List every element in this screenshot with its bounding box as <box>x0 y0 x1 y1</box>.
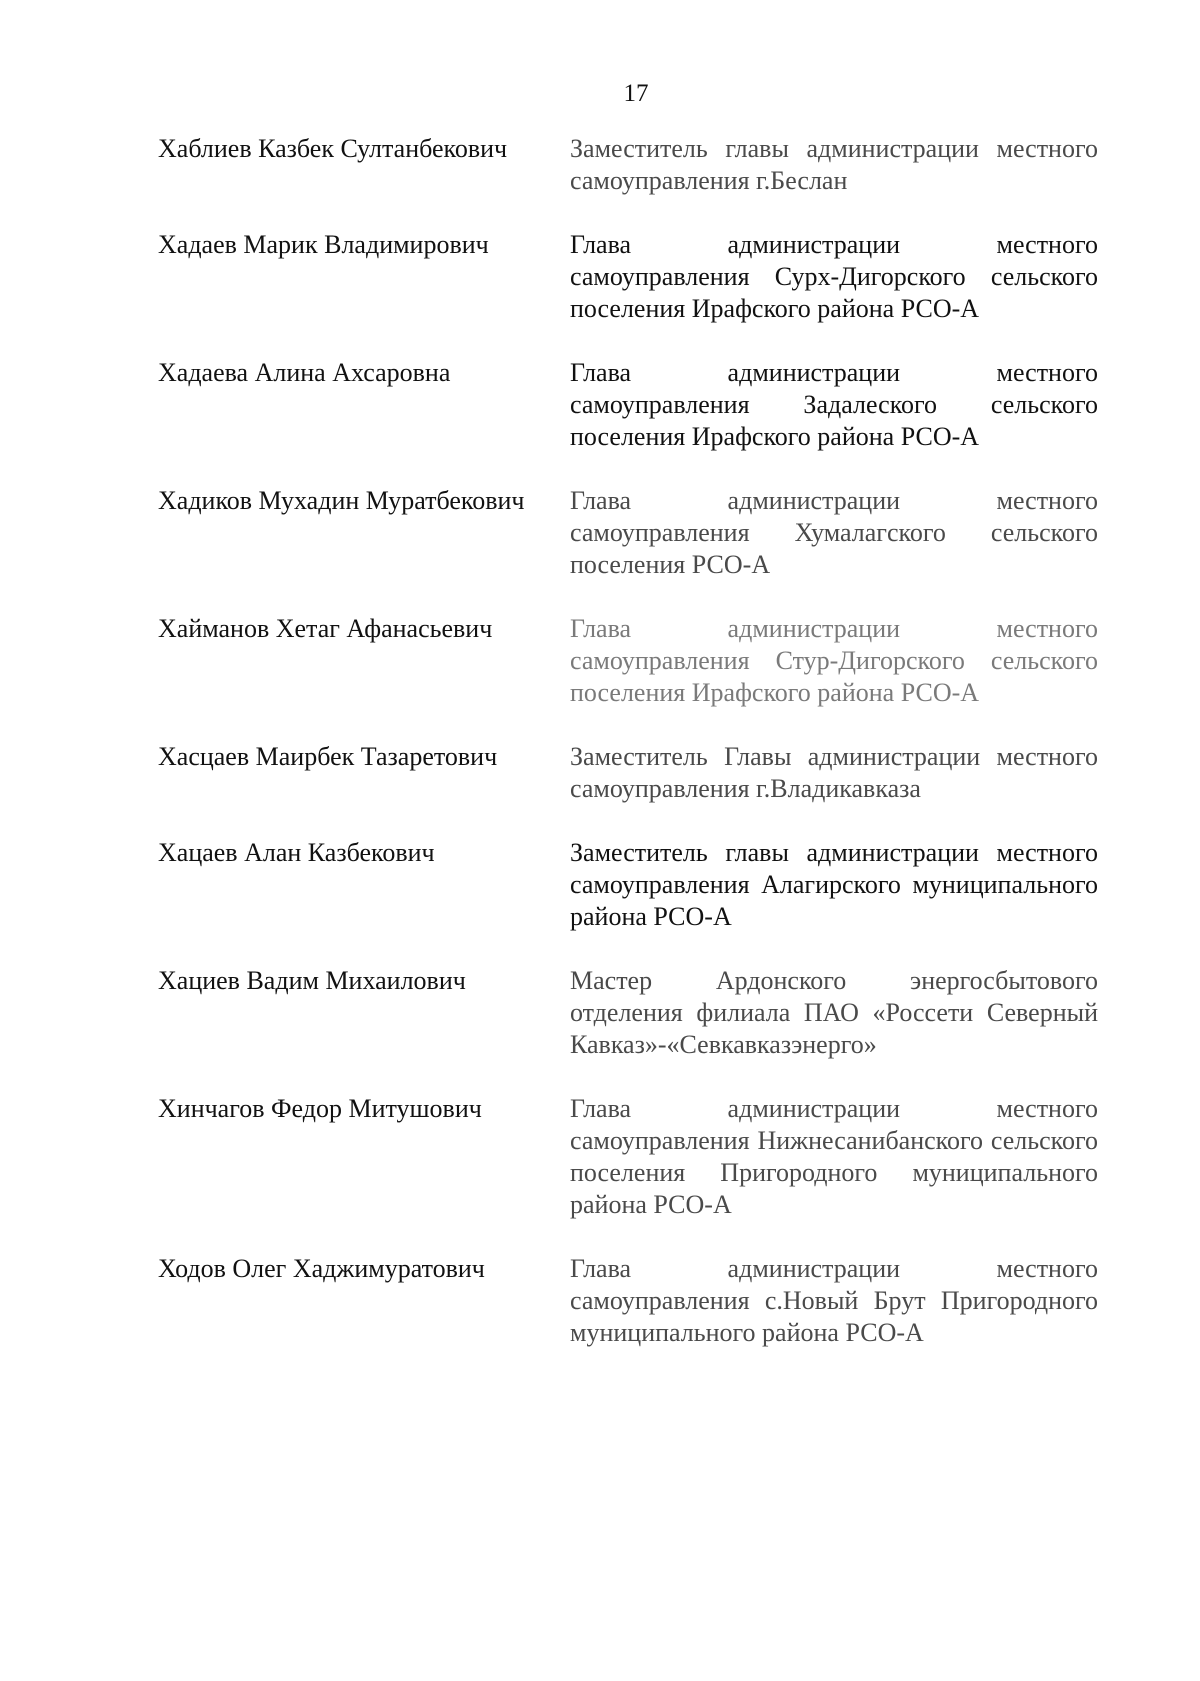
list-item <box>158 613 1098 709</box>
person-position: Заместитель главы администрации местного самоуправления Алагирского муниципального района РСО-А <box>570 838 1098 931</box>
person-name: Хадаева Алина Ахсаровна <box>158 358 451 387</box>
person-position: Глава администрации местного самоуправления Стур-Дигорского сельского поселения Ирафского района РСО-А <box>570 614 1098 707</box>
person-position: Глава администрации местного самоуправления Хумалагского сельского поселения РСО-А <box>570 486 1098 579</box>
person-position: Заместитель главы администрации местного самоуправления г.Беслан <box>570 134 1098 195</box>
list-item <box>158 357 1098 453</box>
person-name: Хайманов Хетаг Афанасьевич <box>158 614 493 643</box>
list-item <box>158 741 1098 805</box>
list-item <box>158 485 1098 581</box>
person-name: Хацаев Алан Казбекович <box>158 838 435 867</box>
list-item <box>158 1093 1098 1221</box>
person-position: Глава администрации местного самоуправления Сурх-Дигорского сельского поселения Ирафского района РСО-А <box>570 230 1098 323</box>
person-name: Хадиков Мухадин Муратбекович <box>158 486 525 515</box>
list-item <box>158 837 1098 933</box>
person-position: Мастер Ардонского энергосбытового отделения филиала ПАО «Россети Северный Кавказ»-«Севкавказэнерго» <box>570 966 1098 1059</box>
person-position: Глава администрации местного самоуправления Задалеского сельского поселения Ирафского района РСО-А <box>570 358 1098 451</box>
personnel-list <box>158 133 1098 1349</box>
person-name: Хадаев Марик Владимирович <box>158 230 489 259</box>
person-position: Глава администрации местного самоуправления Нижнесанибанского сельского поселения Пригородного муниципального района РСО-А <box>570 1094 1098 1219</box>
person-name: Хаблиев Казбек Султанбекович <box>158 134 508 163</box>
person-name: Ходов Олег Хаджимуратович <box>158 1254 485 1283</box>
list-item <box>158 133 1098 197</box>
list-item <box>158 229 1098 325</box>
person-name: Хасцаев Маирбек Тазаретович <box>158 742 498 771</box>
person-name: Хациев Вадим Михаилович <box>158 966 466 995</box>
person-position: Заместитель Главы администрации местного самоуправления г.Владикавказа <box>570 742 1098 803</box>
page-number: 17 <box>623 80 649 107</box>
list-item <box>158 1253 1098 1349</box>
person-name: Хинчагов Федор Митушович <box>158 1094 482 1123</box>
person-position: Глава администрации местного самоуправления с.Новый Брут Пригородного муниципального района РСО-А <box>570 1254 1098 1347</box>
list-item <box>158 965 1098 1061</box>
